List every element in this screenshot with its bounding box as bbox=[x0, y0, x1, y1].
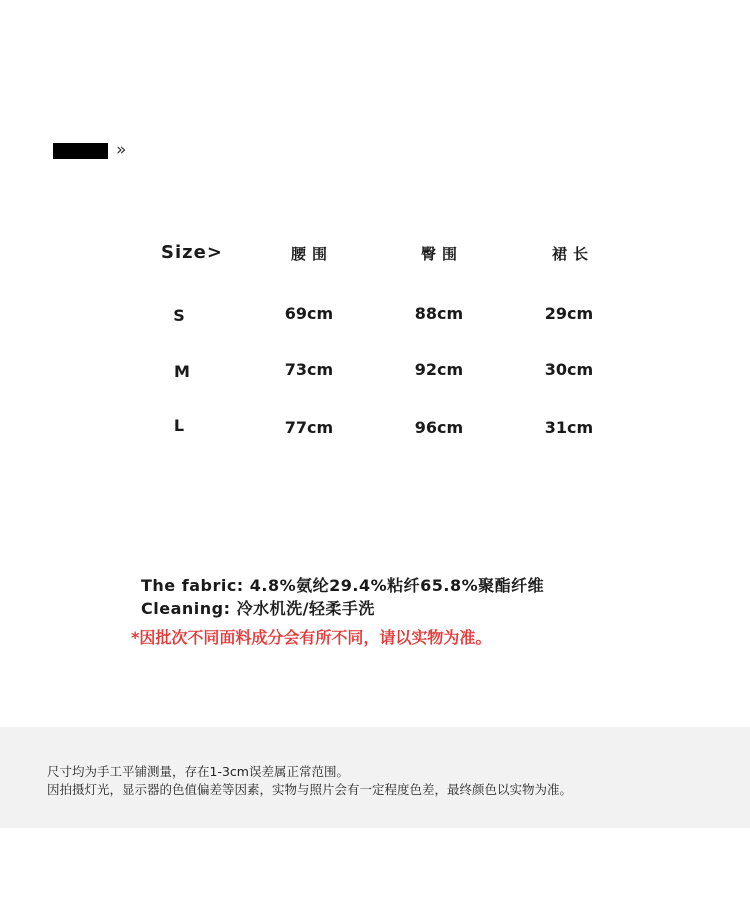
cleaning-instructions: Cleaning: 冷水机洗/轻柔手洗 bbox=[141, 599, 375, 618]
disclaimer-line-1: 尺寸均为手工平铺测量，存在1-3cm误差属正常范围。 bbox=[47, 764, 349, 779]
table-cell-waist: 73cm bbox=[284, 360, 334, 379]
table-cell-hip: 92cm bbox=[414, 360, 464, 379]
size-header: Size> bbox=[161, 242, 223, 263]
table-cell-length: 30cm bbox=[544, 360, 594, 379]
table-cell-length: 29cm bbox=[544, 304, 594, 323]
table-cell-hip: 96cm bbox=[414, 418, 464, 437]
table-cell-length: 31cm bbox=[544, 418, 594, 437]
fabric-composition: The fabric: 4.8%氨纶29.4%粘纤65.8%聚酯纤维 bbox=[141, 576, 545, 595]
table-cell-hip: 88cm bbox=[414, 304, 464, 323]
table-cell-waist: 69cm bbox=[284, 304, 334, 323]
hip-header: 臀围 bbox=[420, 245, 464, 263]
table-row-size: L bbox=[173, 416, 185, 435]
fabric-notice: *因批次不同面料成分会有所不同，请以实物为准。 bbox=[131, 628, 492, 647]
disclaimer-line-2: 因拍摄灯光，显示器的色值偏差等因素，实物与照片会有一定程度色差，最终颜色以实物为准。 bbox=[47, 782, 573, 797]
table-row-size: S bbox=[173, 306, 185, 325]
table-cell-waist: 77cm bbox=[284, 418, 334, 437]
table-row-size: M bbox=[174, 362, 190, 381]
waist-header: 腰围 bbox=[290, 245, 334, 263]
measurement-disclaimer bbox=[0, 727, 750, 828]
double-chevron-right-icon: » bbox=[116, 140, 127, 160]
length-header: 裙长 bbox=[551, 245, 595, 263]
